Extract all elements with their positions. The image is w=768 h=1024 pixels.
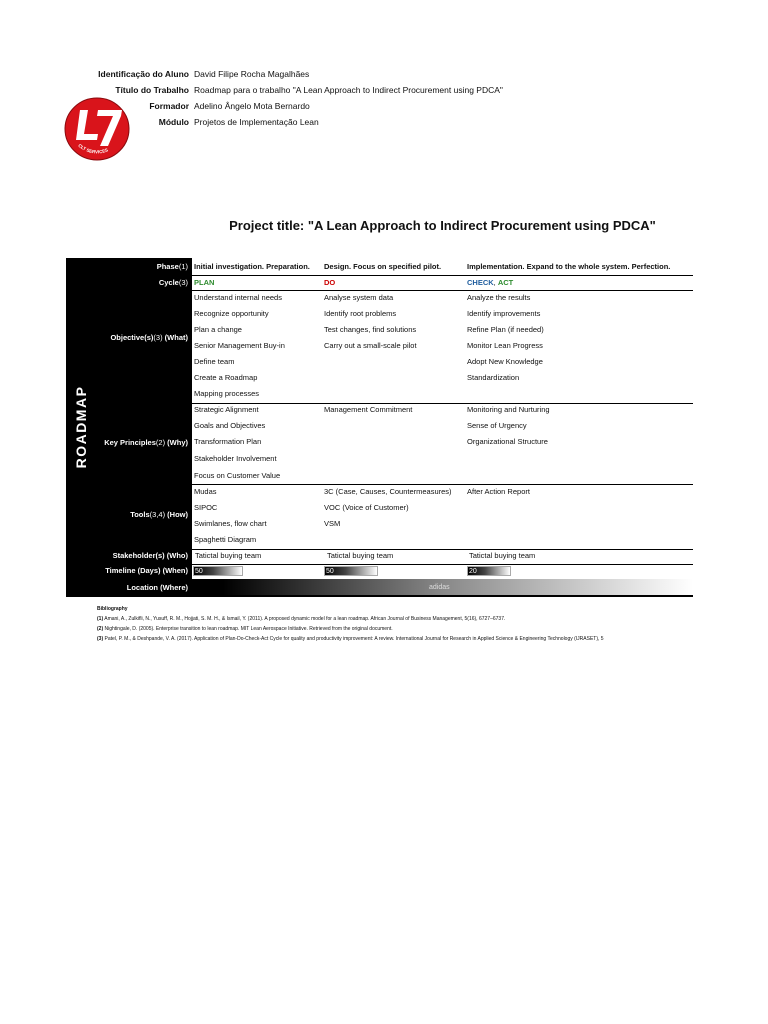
- objective-item: Adopt New Knowledge: [467, 357, 543, 366]
- tool-item: SIPOC: [194, 503, 218, 512]
- principle-item: Organizational Structure: [467, 437, 548, 446]
- objective-item: Senior Management Buy-in: [194, 341, 285, 350]
- stakeholder-check-act: Tatictal buying team: [469, 551, 536, 560]
- principles-label-suffix: (Why): [165, 438, 188, 447]
- tool-item: Swimlanes, flow chart: [194, 519, 267, 528]
- row-divider: [192, 549, 693, 550]
- student-label: Identificação do Aluno: [98, 69, 189, 79]
- cycle-do: DO: [324, 278, 336, 287]
- bibliography-ref: (1): [97, 616, 104, 622]
- module-value: Projetos de Implementação Lean: [194, 117, 319, 127]
- cycle-check-act: [467, 278, 513, 288]
- objective-item: Standardization: [467, 373, 520, 382]
- principle-item: Stakeholder Involvement: [194, 454, 277, 463]
- roadmap-side-title: ROADMAP: [73, 385, 89, 469]
- objectives-label-suffix: (What): [162, 333, 188, 342]
- stakeholders-label: Stakeholder(s) (Who): [112, 551, 188, 560]
- timeline-value: 50: [326, 568, 334, 575]
- cycle-label-text: Cycle: [158, 278, 179, 287]
- principle-item: Focus on Customer Value: [194, 471, 281, 480]
- tools-label-text: Tools: [130, 510, 150, 519]
- principles-label-ref: (2): [155, 438, 166, 447]
- stakeholder-do: Tatictal buying team: [327, 551, 394, 560]
- cycle-act: ACT: [497, 278, 514, 287]
- stakeholder-plan: Tatictal buying team: [195, 551, 262, 560]
- objective-item: Identify root problems: [324, 309, 397, 318]
- objective-item: Test changes, find solutions: [324, 325, 417, 334]
- row-divider: [192, 484, 693, 485]
- principle-item: Monitoring and Nurturing: [467, 405, 550, 414]
- location-label: Location (Where): [126, 583, 188, 592]
- tool-item: VSM: [324, 519, 341, 528]
- objective-item: Create a Roadmap: [194, 373, 258, 382]
- bibliography-entry: [97, 626, 393, 632]
- phase-label: [66, 262, 188, 271]
- bibliography-text: Patel, P. M., & Deshpande, V. A. (2017). Application of Plan-Do-Check-Act Cycle for quality and productivity improvement: A review. International Journal for Research in Applied Science & Engineering Technology (IJRASET), 5: [103, 636, 604, 642]
- objectives-label: [66, 333, 188, 342]
- objectives-label-text: Objective(s): [110, 333, 154, 342]
- timeline-value: 20: [469, 568, 477, 575]
- objective-item: Recognize opportunity: [194, 309, 269, 318]
- timeline-label: Timeline (Days) (When): [105, 566, 188, 575]
- trainer-value: Adelino Ângelo Mota Bernardo: [194, 101, 310, 111]
- tools-label: [66, 510, 188, 519]
- bibliography-entry: [97, 636, 768, 642]
- table-bottom-border: [66, 595, 693, 597]
- tool-item: Mudas: [194, 487, 217, 496]
- objective-item: Define team: [194, 357, 235, 366]
- phase-label-ref: (1): [178, 262, 188, 271]
- bibliography-title: Bibliography: [97, 606, 128, 612]
- clt-services-logo-icon: [64, 96, 132, 162]
- objective-item: Identify improvements: [467, 309, 541, 318]
- objective-item: Understand internal needs: [194, 293, 282, 302]
- location-value: adidas: [429, 584, 450, 591]
- timeline-bar-do: [324, 566, 378, 576]
- objective-item: Plan a change: [194, 325, 242, 334]
- work-title-label: Título do Trabalho: [115, 85, 189, 95]
- principle-item: Sense of Urgency: [467, 421, 527, 430]
- row-divider: [192, 564, 693, 565]
- objective-item: Carry out a small-scale pilot: [324, 341, 417, 350]
- bibliography-text: Amani, A., Zulkifli, N., Yusuff, R. M., Hojjati, S. M. H., & Ismail, Y. (2011). A proposed dynamic model for a lean roadmap. African Journal of Business Management, 5(16), 6727–6737.: [103, 616, 506, 622]
- bibliography-text: Nightingale, D. (2005). Enterprise transition to lean roadmap. MIT Lean Aerospace Initiative. Retrieved from the original document.: [103, 626, 393, 632]
- phase-label-text: Phase: [156, 262, 179, 271]
- principle-item: Strategic Alignment: [194, 405, 259, 414]
- principle-item: Goals and Objectives: [194, 421, 266, 430]
- bibliography-ref: (2): [97, 626, 104, 632]
- objective-item: Analyse system data: [324, 293, 394, 302]
- timeline-value: 50: [195, 568, 203, 575]
- timeline-bar-check-act: [467, 566, 511, 576]
- tool-item: After Action Report: [467, 487, 530, 496]
- row-divider: [192, 290, 693, 291]
- objective-item: Mapping processes: [194, 389, 260, 398]
- tools-label-suffix: (How): [165, 510, 188, 519]
- tool-item: VOC (Voice of Customer): [324, 503, 409, 512]
- principle-item: Transformation Plan: [194, 437, 262, 446]
- tool-item: Spaghetti Diagram: [194, 535, 257, 544]
- work-title-value: Roadmap para o trabalho "A Lean Approach to Indirect Procurement using PDCA": [194, 85, 503, 95]
- row-divider: [192, 403, 693, 404]
- principle-item: Management Commitment: [324, 405, 413, 414]
- cycle-label-ref: (3): [178, 278, 188, 287]
- objective-item: Analyze the results: [467, 293, 531, 302]
- objectives-label-ref: (3): [153, 333, 163, 342]
- phase-check-act: Implementation. Expand to the whole system. Perfection.: [467, 262, 671, 271]
- module-label: Módulo: [158, 117, 189, 127]
- cycle-label: [66, 278, 188, 287]
- student-value: David Filipe Rocha Magalhães: [194, 69, 310, 79]
- phase-do: Design. Focus on specified pilot.: [324, 262, 442, 271]
- objective-item: Refine Plan (if needed): [467, 325, 544, 334]
- logo-text: CLT SERVICES: [77, 142, 109, 155]
- principles-label-text: Key Principles: [104, 438, 156, 447]
- tool-item: 3C (Case, Causes, Countermeasures): [324, 487, 452, 496]
- timeline-bar-plan: [193, 566, 243, 576]
- project-title: Project title: "A Lean Approach to Indirect Procurement using PDCA": [229, 218, 656, 233]
- bibliography-entry: [97, 616, 505, 622]
- row-divider: [192, 275, 693, 276]
- objective-item: Monitor Lean Progress: [467, 341, 543, 350]
- cycle-check: CHECK: [467, 278, 494, 287]
- tools-label-ref: (3,4): [149, 510, 166, 519]
- trainer-label: Formador: [149, 101, 189, 111]
- roadmap-table: [66, 258, 693, 597]
- cycle-plan: PLAN: [194, 278, 215, 287]
- header-row-student: [0, 66, 768, 82]
- bibliography-ref: (3): [97, 636, 104, 642]
- phase-plan: Initial investigation. Preparation.: [194, 262, 310, 271]
- cycle-separator: ,: [493, 278, 498, 287]
